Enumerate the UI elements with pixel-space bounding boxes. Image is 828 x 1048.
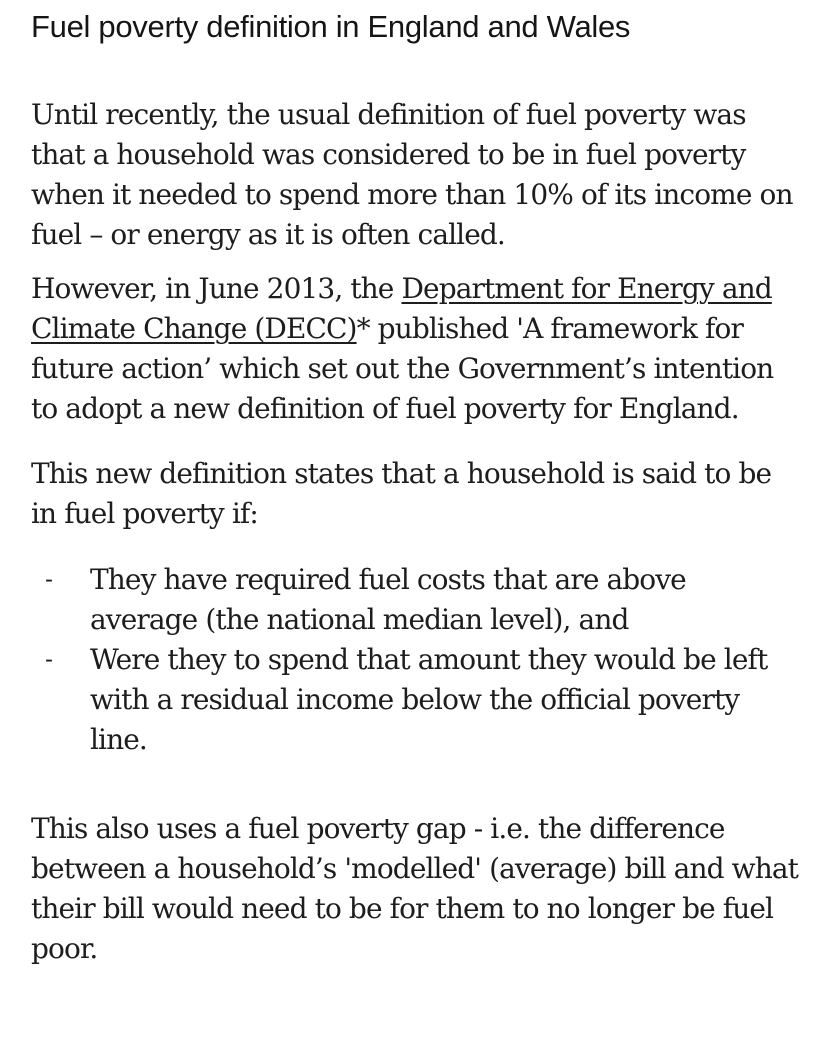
paragraph-decc — [31, 269, 801, 429]
page-title: Fuel poverty definition in England and Wales — [31, 9, 631, 44]
list-item-text: They have required fuel costs that are above average (the national median level), and — [90, 563, 686, 636]
paragraph-definition: This new definition states that a household is said to be in fuel poverty if: — [31, 457, 772, 530]
criteria-list — [31, 560, 801, 760]
dash-bullet-icon: - — [45, 566, 53, 593]
list-item — [31, 560, 801, 640]
list-item — [31, 640, 801, 760]
dash-bullet-icon: - — [45, 646, 53, 673]
decc-link[interactable]: Department for Energy and Climate Change (DECC) — [31, 272, 772, 345]
list-item-text: Were they to spend that amount they would be left with a residual income below the official poverty line. — [90, 643, 768, 756]
article — [31, 0, 801, 969]
paragraph-intro: Until recently, the usual definition of fuel poverty was that a household was considered to be in fuel poverty when it needed to spend more than 10% of its income on fuel – or energy as it is often called. — [31, 98, 793, 251]
paragraph-decc-tail: * published 'A framework for future action’ which set out the Government’s intention to adopt a new definition of fuel poverty for England. — [31, 312, 774, 425]
paragraph-gap: This also uses a fuel poverty gap - i.e. the difference between a household’s 'modelled' (average) bill and what their bill would need to be for them to no longer be fuel poor. — [31, 812, 798, 965]
paragraph-decc-lead: However, in June 2013, the — [31, 272, 402, 305]
